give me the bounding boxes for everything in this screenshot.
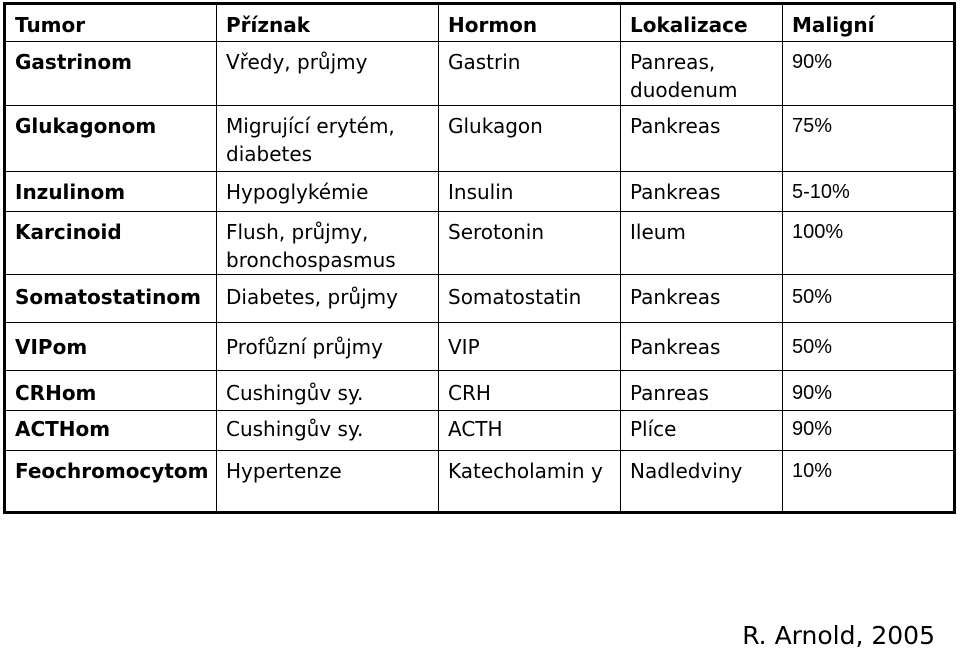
symptom-cell: Profůzní průjmy	[217, 323, 439, 371]
symptom-cell: Diabetes, průjmy	[217, 275, 439, 323]
hormone-cell: CRH	[439, 371, 621, 411]
hormone-cell: Katecholamin y	[439, 451, 621, 513]
location-cell: Pankreas	[621, 172, 783, 212]
table-row	[5, 451, 955, 513]
table-body	[5, 42, 955, 513]
location-cell: Plíce	[621, 411, 783, 451]
location-cell: Pankreas	[621, 106, 783, 172]
malignancy-cell: 90%	[783, 371, 955, 411]
tumor-cell: CRHom	[5, 371, 217, 411]
hormone-cell: ACTH	[439, 411, 621, 451]
location-cell: Panreas, duodenum	[621, 42, 783, 106]
table-row	[5, 371, 955, 411]
column-header-priznak: Příznak	[217, 4, 439, 42]
tumor-cell: ACTHom	[5, 411, 217, 451]
location-cell: Pankreas	[621, 275, 783, 323]
tumor-cell: Glukagonom	[5, 106, 217, 172]
location-cell: Nadledviny	[621, 451, 783, 513]
symptom-cell: Vředy, průjmy	[217, 42, 439, 106]
hormone-cell: Insulin	[439, 172, 621, 212]
location-cell: Pankreas	[621, 323, 783, 371]
hormone-cell: VIP	[439, 323, 621, 371]
malignancy-cell: 90%	[783, 42, 955, 106]
malignancy-cell: 10%	[783, 451, 955, 513]
tumor-cell: Karcinoid	[5, 212, 217, 275]
symptom-cell: Cushingův sy.	[217, 411, 439, 451]
hormone-cell: Somatostatin	[439, 275, 621, 323]
hormone-cell: Glukagon	[439, 106, 621, 172]
malignancy-cell: 100%	[783, 212, 955, 275]
malignancy-cell: 75%	[783, 106, 955, 172]
column-header-lokalizace: Lokalizace	[621, 4, 783, 42]
symptom-cell: Flush, průjmy, bronchospasmus	[217, 212, 439, 275]
tumor-cell: Gastrinom	[5, 42, 217, 106]
symptom-cell: Cushingův sy.	[217, 371, 439, 411]
symptom-cell: Hypertenze	[217, 451, 439, 513]
symptom-cell: Migrující erytém, diabetes	[217, 106, 439, 172]
hormone-cell: Serotonin	[439, 212, 621, 275]
tumor-cell: Feochromocytom	[5, 451, 217, 513]
location-cell: Ileum	[621, 212, 783, 275]
column-header-maligni: Maligní	[783, 4, 955, 42]
table-header-row	[5, 4, 955, 42]
table-row	[5, 172, 955, 212]
malignancy-cell: 50%	[783, 275, 955, 323]
hormone-cell: Gastrin	[439, 42, 621, 106]
tumor-cell: Somatostatinom	[5, 275, 217, 323]
tumor-table	[3, 2, 956, 514]
tumor-cell: VIPom	[5, 323, 217, 371]
column-header-hormon: Hormon	[439, 4, 621, 42]
table-row	[5, 411, 955, 451]
table-row	[5, 275, 955, 323]
column-header-tumor: Tumor	[5, 4, 217, 42]
table-row	[5, 42, 955, 106]
source-credit: R. Arnold, 2005	[742, 621, 935, 650]
symptom-cell: Hypoglykémie	[217, 172, 439, 212]
table-row	[5, 212, 955, 275]
tumor-cell: Inzulinom	[5, 172, 217, 212]
malignancy-cell: 50%	[783, 323, 955, 371]
malignancy-cell: 90%	[783, 411, 955, 451]
malignancy-cell: 5-10%	[783, 172, 955, 212]
table-row	[5, 106, 955, 172]
location-cell: Panreas	[621, 371, 783, 411]
table-row	[5, 323, 955, 371]
